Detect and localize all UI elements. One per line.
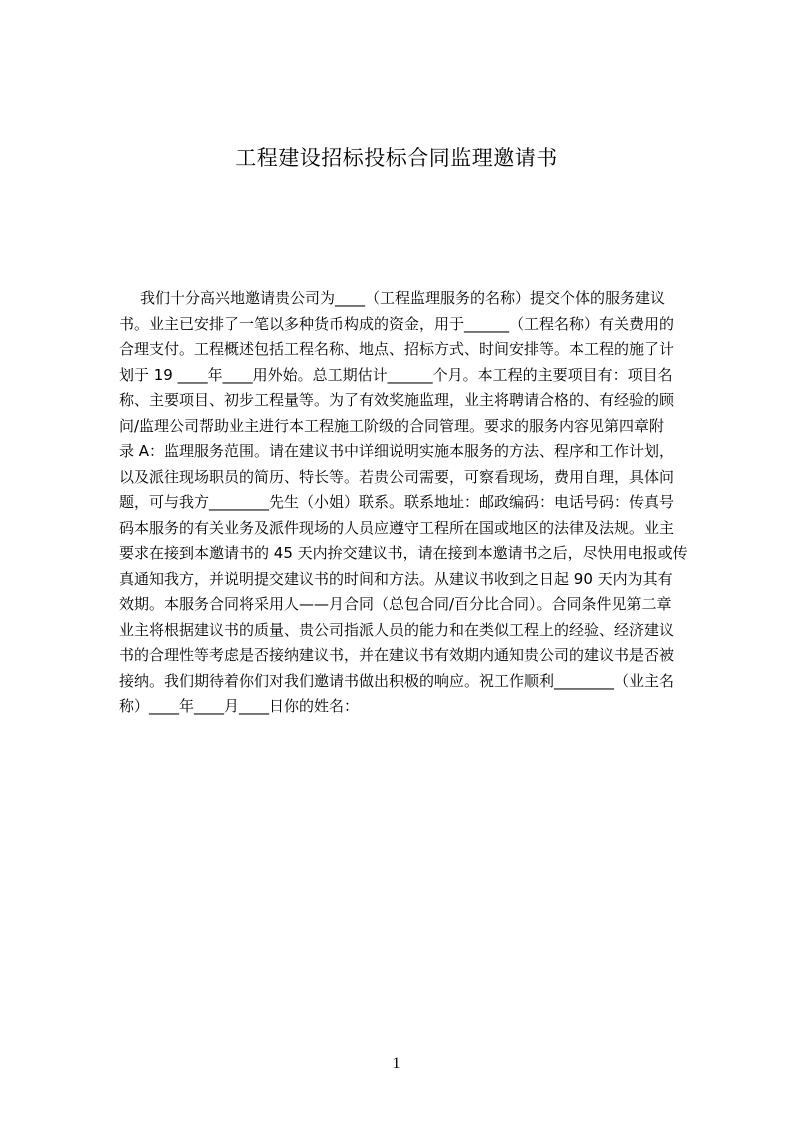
body-line: 业主将根据建议书的质量、贵公司指派人员的能力和在类似工程上的经验、经济建议 <box>119 620 675 639</box>
body-line: 划于 19 ____年____用外始。总工期估计______个月。本工程的主要项目有：项目名 <box>119 365 673 384</box>
body-line: 书的合理性等考虑是否接纳建议书，并在建议书有效期内通知贵公司的建议书是否被 <box>119 646 675 664</box>
document-body <box>119 286 701 746</box>
body-line: 录 A：监理服务范围。请在建议书中详细说明实施本服务的方法、程序和工作计划， <box>119 442 675 460</box>
body-line: 接纳。我们期待着你们对我们邀请书做出积极的响应。祝工作顺利________（业主名 <box>119 671 675 690</box>
body-line: 称）____年____月____日你的姓名： <box>119 697 360 715</box>
body-line: 码本服务的有关业务及派件现场的人员应遵守工程所在国或地区的法律及法规。业主 <box>119 518 675 537</box>
document-title: 工程建设招标投标合同监理邀请书 <box>235 146 558 170</box>
body-line: 真通知我方，并说明提交建议书的时间和方法。从建议书收到之日起 90 天内为其有 <box>119 569 673 588</box>
body-line: 效期。本服务合同将采用人——月合同（总包合同/百分比合同）。合同条件见第二章 <box>119 595 672 613</box>
body-line: 书。业主已安排了一笔以多种货币构成的资金，用于______（工程名称）有关费用的 <box>119 314 675 333</box>
page-number: 1 <box>392 1055 401 1072</box>
body-line: 题，可与我方________先生（小姐）联系。联系地址：邮政编码：电话号码：传真号 <box>119 493 675 511</box>
body-line: 称、主要项目、初步工程量等。为了有效奖施监理，业主将聘请合格的、有经验的顾 <box>119 391 675 409</box>
body-line: 以及派往现场职员的简历、特长等。若贵公司需要，可察看现场，费用自理，具体问 <box>119 467 675 486</box>
body-line: 合理支付。工程概述包括工程名称、地点、招标方式、时间安排等。本工程的施了计 <box>119 340 675 358</box>
body-line: 问/监理公司帮助业主进行本工程施工阶级的合同管理。要求的服务内容见第四章附 <box>119 416 665 435</box>
body-line: 要求在接到本邀请书的 45 天内拚交建议书，请在接到本邀请书之后，尽快用电报或传 <box>119 544 688 562</box>
body-line: 我们十分高兴地邀请贵公司为____（工程监理服务的名称）提交个体的服务建议 <box>140 289 666 307</box>
